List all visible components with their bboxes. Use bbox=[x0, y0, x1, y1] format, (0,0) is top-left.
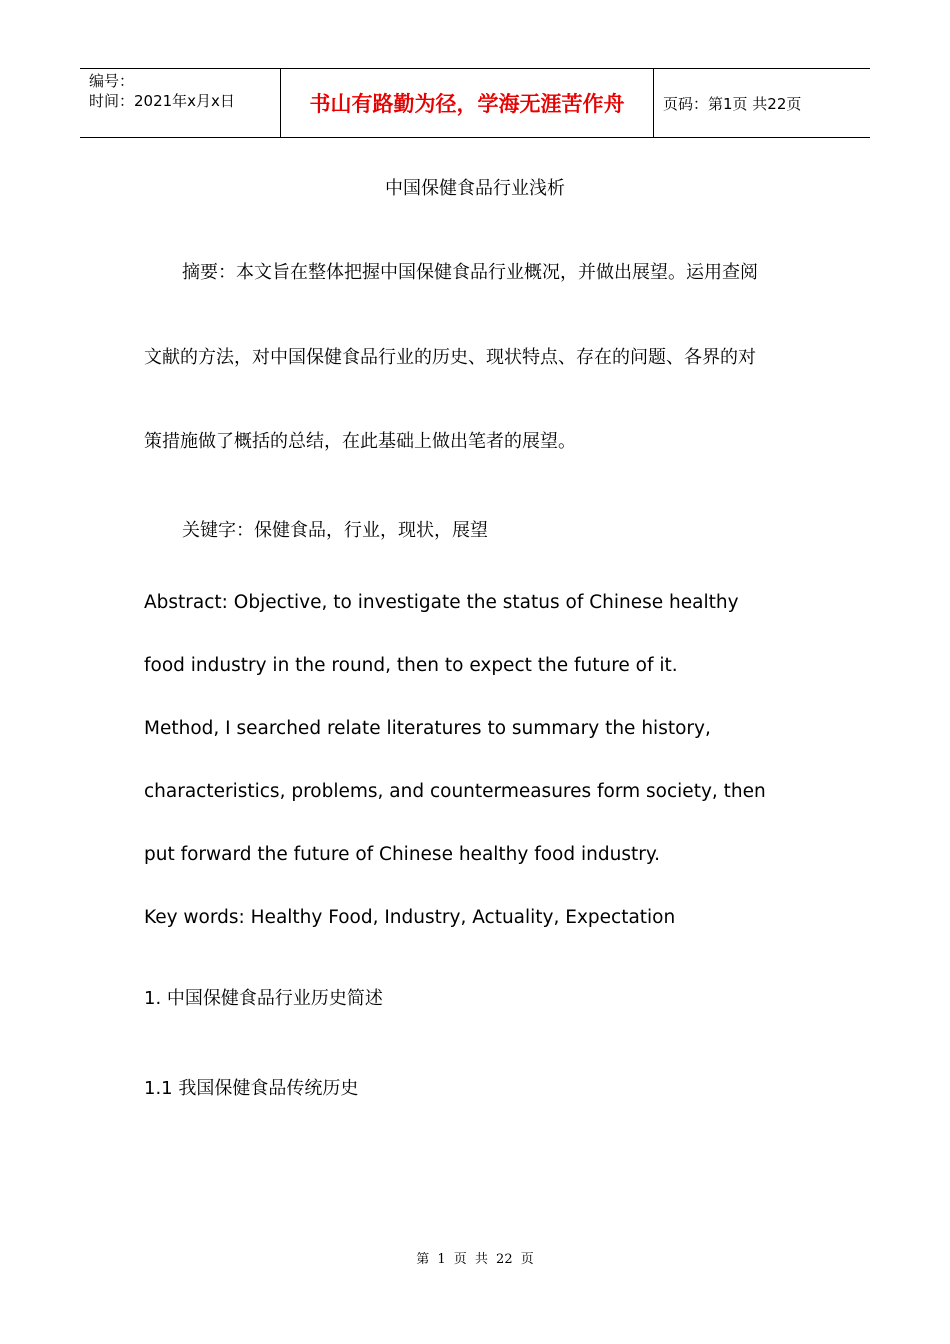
date-label: 时间：2021年x月x日 bbox=[89, 92, 235, 110]
abstract-cn-line-2: 文献的方法，对中国保健食品行业的历史、现状特点、存在的问题、各界的对 bbox=[144, 347, 756, 368]
abstract-en-line-2: food industry in the round, then to expect the future of it. bbox=[144, 655, 678, 676]
keywords-en: Key words: Healthy Food, Industry, Actuality, Expectation bbox=[144, 907, 676, 928]
page-footer: 第 1 页 共 22 页 bbox=[416, 1252, 534, 1267]
abstract-en-line-1: Abstract: Objective, to investigate the status of Chinese healthy bbox=[144, 592, 739, 613]
abstract-en-line-5: put forward the future of Chinese healthy food industry. bbox=[144, 844, 661, 865]
header-meta-cell bbox=[80, 69, 281, 137]
abstract-en-line-4: characteristics, problems, and countermeasures form society, then bbox=[144, 781, 766, 802]
header-page-info: 页码：第1页 共22页 bbox=[663, 94, 802, 113]
section-heading-1-1: 1.1 我国保健食品传统历史 bbox=[144, 1078, 359, 1099]
abstract-cn-line-3: 策措施做了概括的总结，在此基础上做出笔者的展望。 bbox=[144, 431, 576, 452]
section-heading-1: 1. 中国保健食品行业历史简述 bbox=[144, 988, 383, 1009]
header-motto: 书山有路勤为径，学海无涯苦作舟 bbox=[281, 69, 654, 137]
page-header bbox=[80, 68, 870, 138]
abstract-cn-line-1: 摘要：本文旨在整体把握中国保健食品行业概况，并做出展望。运用查阅 bbox=[182, 262, 758, 283]
abstract-en-line-3: Method, I searched relate literatures to summary the history, bbox=[144, 718, 711, 739]
document-title: 中国保健食品行业浅析 bbox=[385, 178, 565, 199]
serial-number-label: 编号： bbox=[89, 72, 135, 90]
keywords-cn: 关键字：保健食品，行业，现状，展望 bbox=[182, 520, 488, 541]
